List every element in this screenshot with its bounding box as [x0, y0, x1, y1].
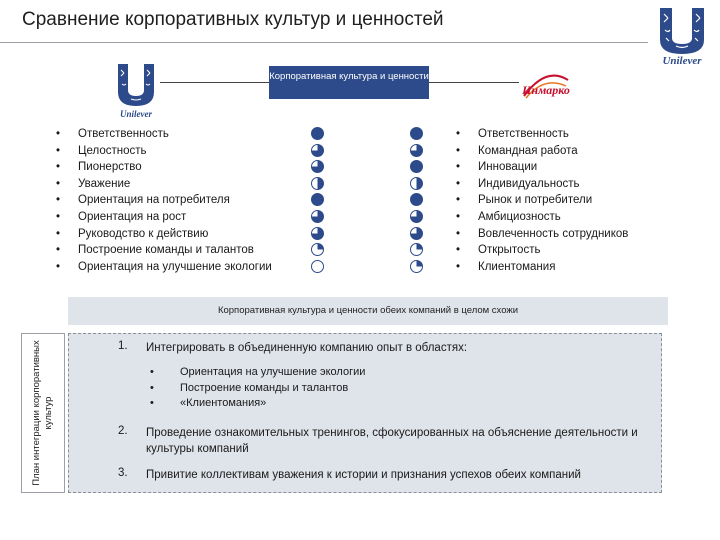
list-item: • Целостность [56, 143, 272, 160]
list-item: • Командная работа [456, 143, 628, 160]
plan-item-number: 2. [118, 425, 128, 437]
list-item: • «Клиентомания» [150, 396, 365, 412]
list-item: • Построение команды и талантов [150, 381, 365, 397]
list-item: • Ответственность [456, 126, 628, 143]
inmarko-logo-icon [520, 70, 572, 102]
inmarko-values-list [456, 126, 628, 275]
svg-text:Инмарко: Инмарко [522, 83, 570, 97]
unilever-logo-icon [652, 4, 712, 66]
harvey-ball-icon [311, 260, 324, 273]
svg-text:Unilever: Unilever [662, 55, 702, 66]
list-item: • Открытость [456, 242, 628, 259]
harvey-ball-icon [410, 260, 423, 273]
harvey-ball-icon [311, 193, 324, 206]
harvey-ball-icon [410, 144, 423, 157]
harvey-ball-icon [410, 127, 423, 140]
connector-line-left [160, 82, 269, 83]
harvey-ball-icon [311, 227, 324, 240]
list-item: • Построение команды и талантов [56, 242, 272, 259]
svg-text:Unilever: Unilever [120, 109, 152, 119]
unilever-harvey-balls [311, 127, 325, 276]
harvey-ball-icon [410, 210, 423, 223]
unilever-logo-icon [113, 62, 159, 120]
list-item: • Амбициозность [456, 209, 628, 226]
harvey-ball-icon [410, 177, 423, 190]
harvey-ball-icon [311, 127, 324, 140]
list-item: • Ориентация на рост [56, 209, 272, 226]
page-title: Сравнение корпоративных культур и ценностей [22, 9, 444, 30]
list-item: • Инновации [456, 159, 628, 176]
unilever-values-list [56, 126, 272, 275]
summary-banner: Корпоративная культура и ценности обеих компаний в целом схожи [68, 297, 668, 325]
harvey-ball-icon [410, 227, 423, 240]
culture-values-header: Корпоративная культура и ценности [269, 66, 429, 99]
list-item: • Клиентомания [456, 259, 628, 276]
list-item: • Ответственность [56, 126, 272, 143]
list-item: • Руководство к действию [56, 226, 272, 243]
harvey-ball-icon [410, 193, 423, 206]
list-item: • Рынок и потребители [456, 192, 628, 209]
list-item: • Пионерство [56, 159, 272, 176]
harvey-ball-icon [410, 160, 423, 173]
plan-item-number: 1. [118, 340, 128, 352]
list-item: • Ориентация на улучшение экологии [150, 365, 365, 381]
harvey-ball-icon [311, 144, 324, 157]
list-item: • Ориентация на потребителя [56, 192, 272, 209]
inmarko-harvey-balls [410, 127, 424, 276]
plan-item-number: 3. [118, 467, 128, 479]
plan-item-text: Привитие коллективам уважения к истории и признания успехов обеих компаний [146, 469, 581, 481]
harvey-ball-icon [410, 243, 423, 256]
harvey-ball-icon [311, 177, 324, 190]
vertical-label-text: План интеграции корпоративных культур [31, 340, 54, 486]
list-item: • Уважение [56, 176, 272, 193]
harvey-ball-icon [311, 210, 324, 223]
list-item: • Ориентация на улучшение экологии [56, 259, 272, 276]
list-item: • Вовлеченность сотрудников [456, 226, 628, 243]
plan-item-text: Интегрировать в объединенную компанию опыт в областях: [146, 342, 468, 354]
title-divider [0, 42, 648, 43]
plan-sub-list [150, 365, 365, 412]
list-item: • Индивидуальность [456, 176, 628, 193]
connector-line-right [429, 82, 519, 83]
integration-plan-label [21, 333, 65, 493]
harvey-ball-icon [311, 160, 324, 173]
plan-item-text: Проведение ознакомительных тренингов, сфокусированных на объяснение деятельности и культуры компаний [146, 427, 638, 455]
harvey-ball-icon [311, 243, 324, 256]
